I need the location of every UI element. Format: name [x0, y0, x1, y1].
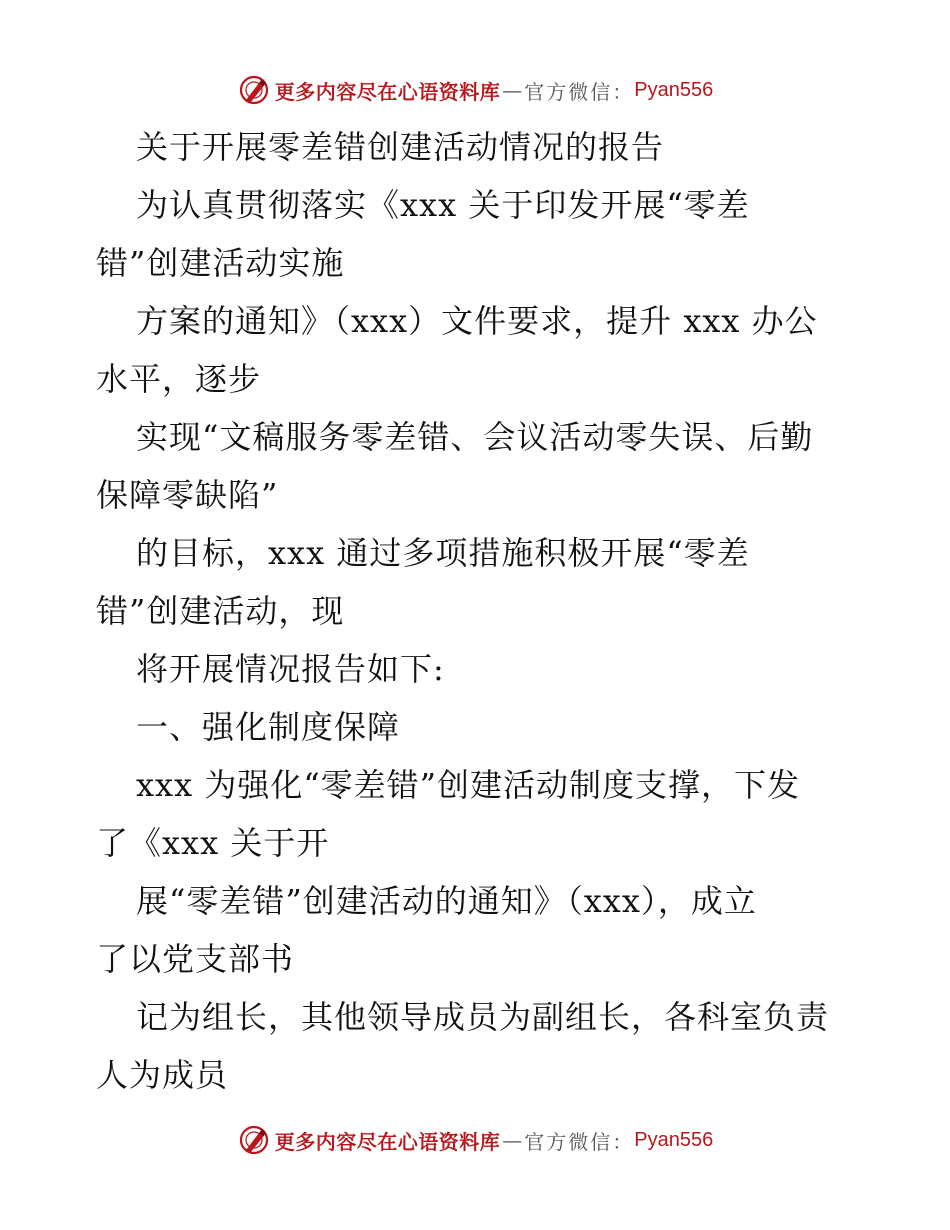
banner-wechat-label: 官方微信：	[524, 79, 635, 104]
banner-dash: —	[502, 78, 523, 102]
header-banner	[0, 70, 950, 110]
doc-line: 水平，逐步	[96, 360, 262, 398]
doc-line: 关于开展零差错创建活动情况的报告	[136, 128, 665, 166]
document-body	[96, 118, 856, 1104]
doc-line: 了《xxx 关于开	[96, 824, 330, 862]
doc-line: 的目标，xxx 通过多项措施积极开展“零差	[136, 534, 750, 572]
doc-line: 一、强化制度保障	[136, 708, 401, 746]
banner-wechat-id: Pyan556	[634, 1128, 714, 1151]
doc-line: 错”创建活动，现	[96, 592, 345, 630]
doc-line: 人为成员	[96, 1056, 229, 1094]
pen-nib-circle-logo-icon	[237, 73, 271, 107]
banner-dash: —	[502, 1128, 523, 1152]
doc-line: 保障零缺陷”	[96, 476, 279, 514]
doc-line: 方案的通知》（xxx）文件要求，提升 xxx 办公	[136, 302, 818, 340]
doc-line: 实现“文稿服务零差错、会议活动零失误、后勤	[136, 418, 814, 456]
doc-line: 展“零差错”创建活动的通知》（xxx），成立	[136, 882, 757, 920]
footer-banner	[0, 1120, 950, 1160]
pen-nib-circle-logo-icon	[237, 1123, 271, 1157]
banner-wechat-id: Pyan556	[634, 78, 714, 101]
doc-line: 了以党支部书	[96, 940, 295, 978]
doc-line: 记为组长，其他领导成员为副组长，各科室负责	[136, 998, 830, 1036]
banner-brand-text: 更多内容尽在心语资料库	[274, 79, 501, 104]
doc-line: xxx 为强化“零差错”创建活动制度支撑，下发	[136, 766, 801, 804]
doc-line: 错”创建活动实施	[96, 244, 345, 282]
doc-line: 将开展情况报告如下:	[136, 650, 445, 688]
banner-wechat-label: 官方微信：	[524, 1129, 635, 1154]
doc-line: 为认真贯彻落实《xxx 关于印发开展“零差	[136, 186, 750, 224]
banner-brand-text: 更多内容尽在心语资料库	[274, 1129, 501, 1154]
